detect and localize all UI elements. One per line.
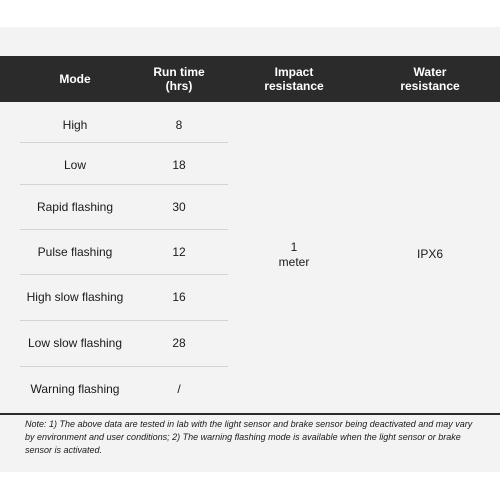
table-row — [20, 366, 228, 411]
run-time-cell: 12 — [172, 244, 186, 259]
run-time-cell: 30 — [172, 199, 186, 214]
mode-cell: High — [62, 117, 88, 132]
mode-cell: Warning flashing — [30, 381, 120, 396]
footnote: Note: 1) The above data are tested in lab with the light sensor and brake sensor being deactivated and may vary by environment and user conditions; 2) The warning flashing mode is available when the light sensor or brake sensor is activated. — [25, 419, 473, 455]
table-row — [20, 274, 228, 319]
impact-resistance-value: 1 meter — [278, 240, 310, 269]
mode-cell: Low slow flashing — [27, 335, 123, 350]
table-row — [20, 229, 228, 274]
header-water-resistance: Water resistance — [400, 65, 460, 93]
run-time-cell: / — [177, 381, 181, 396]
run-time-cell: 8 — [175, 117, 183, 132]
run-time-cell: 18 — [172, 157, 186, 172]
header-impact-resistance: Impact resistance — [264, 65, 324, 93]
note-divider — [0, 413, 500, 415]
mode-cell: Low — [63, 157, 86, 172]
table-row — [20, 320, 228, 365]
table-row — [20, 184, 228, 229]
mode-cell: Rapid flashing — [36, 199, 114, 214]
run-time-cell: 28 — [172, 335, 186, 350]
table-row — [20, 142, 228, 187]
table-row — [20, 102, 228, 147]
water-resistance-value: IPX6 — [416, 247, 443, 261]
header-mode: Mode — [59, 72, 91, 86]
run-time-cell: 16 — [172, 289, 186, 304]
mode-cell: High slow flashing — [26, 289, 124, 304]
table-header — [0, 56, 500, 102]
mode-cell: Pulse flashing — [37, 244, 113, 259]
header-run-time: Run time (hrs) — [153, 65, 205, 93]
